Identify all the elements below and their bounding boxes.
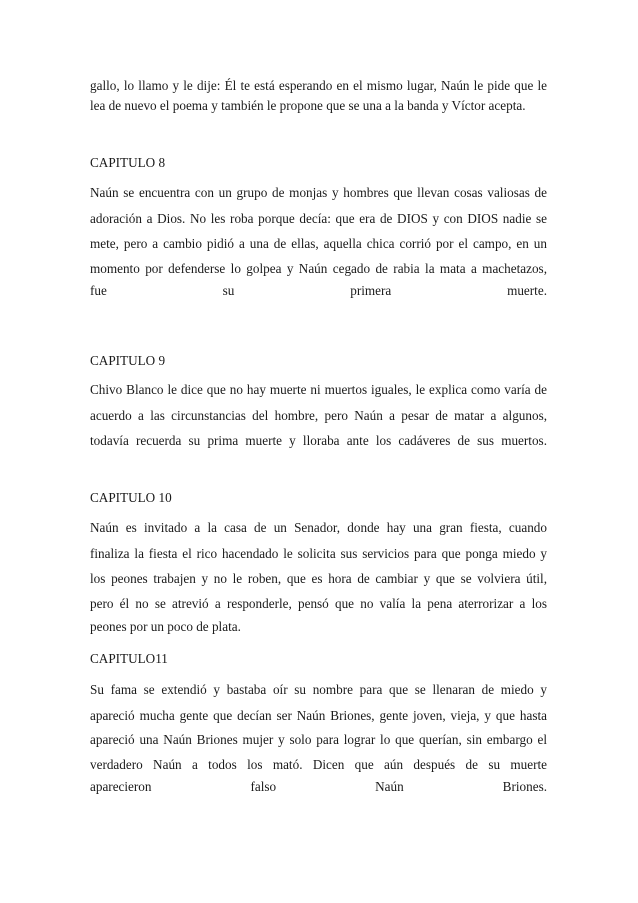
paragraph-line: Naún es invitado a la casa de un Senador, donde hay una gran fiesta, cuando bbox=[90, 520, 547, 535]
paragraph-line: acuerdo a las circunstancias del hombre, pero Naún a pesar de matar a algunos, bbox=[90, 408, 547, 423]
paragraph-line: Naún se encuentra con un grupo de monjas y hombres que llevan cosas valiosas de bbox=[90, 185, 547, 200]
paragraph-line: todavía recuerda su prima muerte y lloraba ante los cadáveres de sus muertos. bbox=[90, 433, 547, 448]
paragraph-line: aparecieron falso Naún Briones. bbox=[90, 779, 547, 794]
paragraph-line: Su fama se extendió y bastaba oír su nombre para que se llenaran de miedo y bbox=[90, 682, 547, 697]
paragraph-line: pero él no se atrevió a responderle, pensó que no valía la pena aterrorizar a los bbox=[90, 596, 547, 611]
paragraph-line: Chivo Blanco le dice que no hay muerte ni muertos iguales, le explica como varía de bbox=[90, 382, 547, 397]
chapter-heading: CAPITULO 9 bbox=[90, 353, 166, 368]
paragraph-line: apareció una Naún Briones mujer y solo para lograr lo que querían, sin embargo el bbox=[90, 732, 547, 747]
paragraph-line: gallo, lo llamo y le dije: Él te está esperando en el mismo lugar, Naún le pide que le bbox=[90, 78, 547, 93]
paragraph-line: peones por un poco de plata. bbox=[90, 619, 241, 634]
paragraph-line: verdadero Naún a todos los mató. Dicen que aún después de su muerte bbox=[90, 757, 547, 772]
paragraph-line: finaliza la fiesta el rico hacendado le solicita sus servicios para que ponga miedo y bbox=[90, 546, 547, 561]
paragraph-line: adoración a Dios. No les roba porque decía: que era de DIOS y con DIOS nadie se bbox=[90, 211, 547, 226]
paragraph-line: los peones trabajen y no le roben, que es hora de cambiar y que se volviera útil, bbox=[90, 571, 547, 586]
paragraph-line: mete, pero a cambio pidió a una de ellas, aquella chica corrió por el campo, en un bbox=[90, 236, 547, 251]
chapter-heading: CAPITULO11 bbox=[90, 651, 168, 666]
chapter-heading: CAPITULO 10 bbox=[90, 490, 172, 505]
paragraph-line: fue su primera muerte. bbox=[90, 283, 547, 298]
paragraph-line: apareció mucha gente que decían ser Naún Briones, gente joven, vieja, y que hasta bbox=[90, 708, 547, 723]
chapter-heading: CAPITULO 8 bbox=[90, 155, 166, 170]
paragraph-line: lea de nuevo el poema y también le propone que se una a la banda y Víctor acepta. bbox=[90, 98, 526, 113]
paragraph-line: momento por defenderse lo golpea y Naún cegado de rabia la mata a machetazos, bbox=[90, 261, 547, 276]
